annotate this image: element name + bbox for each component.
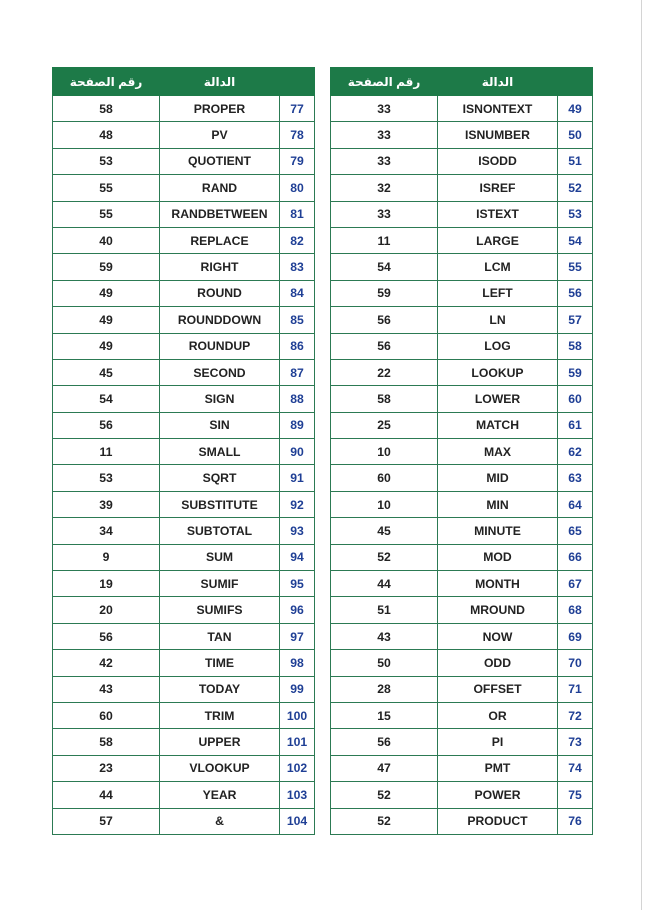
table-row <box>331 307 593 333</box>
cell-function-name: OFFSET <box>438 676 558 702</box>
cell-entry-number: 66 <box>558 544 593 570</box>
cell-function-name: ROUNDUP <box>160 333 280 359</box>
cell-function-name: YEAR <box>160 782 280 808</box>
cell-function-name: LN <box>438 307 558 333</box>
table-row <box>331 650 593 676</box>
cell-page-number: 40 <box>53 227 160 253</box>
table-row <box>53 122 315 148</box>
cell-page-number: 60 <box>331 465 438 491</box>
cell-page-number: 56 <box>53 412 160 438</box>
cell-page-number: 25 <box>331 412 438 438</box>
table-row <box>53 676 315 702</box>
cell-function-name: QUOTIENT <box>160 148 280 174</box>
table-row <box>331 491 593 517</box>
cell-entry-number: 88 <box>280 386 315 412</box>
cell-entry-number: 57 <box>558 307 593 333</box>
cell-entry-number: 80 <box>280 175 315 201</box>
table-row <box>53 439 315 465</box>
table-row <box>331 201 593 227</box>
table-row <box>53 650 315 676</box>
table-row <box>331 623 593 649</box>
cell-function-name: OR <box>438 702 558 728</box>
cell-entry-number: 95 <box>280 571 315 597</box>
cell-function-name: SUBTOTAL <box>160 518 280 544</box>
cell-entry-number: 55 <box>558 254 593 280</box>
cell-function-name: PV <box>160 122 280 148</box>
table-row <box>331 175 593 201</box>
cell-function-name: & <box>160 808 280 834</box>
cell-page-number: 33 <box>331 96 438 122</box>
cell-entry-number: 89 <box>280 412 315 438</box>
cell-entry-number: 65 <box>558 518 593 544</box>
cell-page-number: 55 <box>53 175 160 201</box>
table-row <box>331 544 593 570</box>
header-page-number: رقم الصفحة <box>331 68 438 96</box>
page-edge-line <box>641 0 642 910</box>
cell-function-name: ODD <box>438 650 558 676</box>
cell-function-name: MATCH <box>438 412 558 438</box>
cell-function-name: MIN <box>438 491 558 517</box>
cell-entry-number: 87 <box>280 359 315 385</box>
cell-entry-number: 63 <box>558 465 593 491</box>
cell-function-name: RAND <box>160 175 280 201</box>
cell-function-name: TRIM <box>160 702 280 728</box>
cell-entry-number: 76 <box>558 808 593 834</box>
table-row <box>53 175 315 201</box>
cell-function-name: ISNONTEXT <box>438 96 558 122</box>
cell-page-number: 50 <box>331 650 438 676</box>
table-row <box>53 465 315 491</box>
table-row <box>53 254 315 280</box>
table-row <box>331 702 593 728</box>
cell-page-number: 53 <box>53 465 160 491</box>
cell-function-name: PMT <box>438 755 558 781</box>
table-row <box>331 782 593 808</box>
cell-page-number: 53 <box>53 148 160 174</box>
cell-page-number: 11 <box>53 439 160 465</box>
cell-function-name: PI <box>438 729 558 755</box>
cell-page-number: 47 <box>331 755 438 781</box>
table-row <box>53 729 315 755</box>
cell-page-number: 44 <box>53 782 160 808</box>
cell-page-number: 52 <box>331 808 438 834</box>
cell-entry-number: 92 <box>280 491 315 517</box>
cell-entry-number: 64 <box>558 491 593 517</box>
cell-function-name: ISTEXT <box>438 201 558 227</box>
cell-function-name: RIGHT <box>160 254 280 280</box>
cell-entry-number: 54 <box>558 227 593 253</box>
cell-page-number: 45 <box>331 518 438 544</box>
table-row <box>53 227 315 253</box>
table-row <box>53 412 315 438</box>
cell-entry-number: 96 <box>280 597 315 623</box>
header-number <box>280 68 315 96</box>
table-row <box>331 386 593 412</box>
table-row <box>53 808 315 834</box>
cell-entry-number: 90 <box>280 439 315 465</box>
cell-page-number: 59 <box>331 280 438 306</box>
cell-page-number: 59 <box>53 254 160 280</box>
cell-page-number: 15 <box>331 702 438 728</box>
cell-entry-number: 60 <box>558 386 593 412</box>
cell-function-name: TODAY <box>160 676 280 702</box>
cell-entry-number: 52 <box>558 175 593 201</box>
cell-page-number: 51 <box>331 597 438 623</box>
table-row <box>53 333 315 359</box>
table-row <box>53 755 315 781</box>
cell-function-name: LOWER <box>438 386 558 412</box>
table-row <box>331 96 593 122</box>
cell-function-name: MOD <box>438 544 558 570</box>
cell-function-name: MAX <box>438 439 558 465</box>
cell-page-number: 52 <box>331 782 438 808</box>
table-row <box>331 439 593 465</box>
cell-page-number: 32 <box>331 175 438 201</box>
cell-page-number: 60 <box>53 702 160 728</box>
cell-function-name: SECOND <box>160 359 280 385</box>
header-function: الدالة <box>438 68 558 96</box>
cell-entry-number: 71 <box>558 676 593 702</box>
table-row <box>331 412 593 438</box>
table-row <box>331 465 593 491</box>
cell-page-number: 42 <box>53 650 160 676</box>
table-row <box>331 333 593 359</box>
cell-function-name: LARGE <box>438 227 558 253</box>
cell-function-name: MID <box>438 465 558 491</box>
table-row <box>53 359 315 385</box>
cell-function-name: ISREF <box>438 175 558 201</box>
cell-page-number: 56 <box>331 307 438 333</box>
table-row <box>331 518 593 544</box>
cell-page-number: 58 <box>53 729 160 755</box>
cell-page-number: 56 <box>331 333 438 359</box>
cell-page-number: 43 <box>53 676 160 702</box>
cell-entry-number: 62 <box>558 439 593 465</box>
cell-page-number: 48 <box>53 122 160 148</box>
cell-function-name: TAN <box>160 623 280 649</box>
cell-function-name: REPLACE <box>160 227 280 253</box>
cell-page-number: 56 <box>331 729 438 755</box>
cell-entry-number: 82 <box>280 227 315 253</box>
cell-page-number: 54 <box>53 386 160 412</box>
cell-entry-number: 69 <box>558 623 593 649</box>
cell-entry-number: 102 <box>280 755 315 781</box>
cell-page-number: 57 <box>53 808 160 834</box>
table-row <box>331 122 593 148</box>
cell-page-number: 11 <box>331 227 438 253</box>
cell-function-name: SUM <box>160 544 280 570</box>
cell-page-number: 49 <box>53 280 160 306</box>
cell-page-number: 43 <box>331 623 438 649</box>
cell-page-number: 19 <box>53 571 160 597</box>
cell-function-name: MINUTE <box>438 518 558 544</box>
cell-function-name: LOOKUP <box>438 359 558 385</box>
cell-entry-number: 50 <box>558 122 593 148</box>
cell-entry-number: 49 <box>558 96 593 122</box>
cell-entry-number: 81 <box>280 201 315 227</box>
cell-function-name: SIN <box>160 412 280 438</box>
cell-entry-number: 51 <box>558 148 593 174</box>
table-row <box>331 808 593 834</box>
function-index-table-right <box>330 67 593 835</box>
cell-entry-number: 83 <box>280 254 315 280</box>
cell-page-number: 33 <box>331 201 438 227</box>
cell-function-name: PROPER <box>160 96 280 122</box>
table-header-row <box>331 68 593 96</box>
cell-page-number: 20 <box>53 597 160 623</box>
cell-entry-number: 75 <box>558 782 593 808</box>
cell-page-number: 54 <box>331 254 438 280</box>
cell-entry-number: 77 <box>280 96 315 122</box>
cell-entry-number: 68 <box>558 597 593 623</box>
cell-entry-number: 100 <box>280 702 315 728</box>
cell-entry-number: 85 <box>280 307 315 333</box>
header-page-number: رقم الصفحة <box>53 68 160 96</box>
function-index-table-left <box>52 67 315 835</box>
cell-function-name: PRODUCT <box>438 808 558 834</box>
table-row <box>331 359 593 385</box>
cell-function-name: RANDBETWEEN <box>160 201 280 227</box>
table-row <box>331 755 593 781</box>
table-row <box>53 518 315 544</box>
cell-page-number: 55 <box>53 201 160 227</box>
cell-entry-number: 103 <box>280 782 315 808</box>
cell-function-name: LCM <box>438 254 558 280</box>
cell-entry-number: 98 <box>280 650 315 676</box>
table-row <box>53 96 315 122</box>
cell-entry-number: 99 <box>280 676 315 702</box>
table-header-row <box>53 68 315 96</box>
cell-entry-number: 53 <box>558 201 593 227</box>
cell-page-number: 56 <box>53 623 160 649</box>
table-row <box>53 544 315 570</box>
cell-page-number: 22 <box>331 359 438 385</box>
cell-entry-number: 101 <box>280 729 315 755</box>
cell-entry-number: 93 <box>280 518 315 544</box>
table-row <box>53 571 315 597</box>
table-row <box>53 307 315 333</box>
cell-function-name: NOW <box>438 623 558 649</box>
cell-entry-number: 104 <box>280 808 315 834</box>
table-row <box>53 623 315 649</box>
cell-entry-number: 58 <box>558 333 593 359</box>
cell-entry-number: 86 <box>280 333 315 359</box>
cell-function-name: MROUND <box>438 597 558 623</box>
cell-function-name: UPPER <box>160 729 280 755</box>
cell-entry-number: 84 <box>280 280 315 306</box>
cell-page-number: 10 <box>331 491 438 517</box>
cell-function-name: LEFT <box>438 280 558 306</box>
cell-entry-number: 91 <box>280 465 315 491</box>
table-row <box>53 782 315 808</box>
table-row <box>331 148 593 174</box>
cell-entry-number: 94 <box>280 544 315 570</box>
header-number <box>558 68 593 96</box>
cell-page-number: 45 <box>53 359 160 385</box>
cell-entry-number: 59 <box>558 359 593 385</box>
cell-page-number: 49 <box>53 333 160 359</box>
cell-function-name: SUMIFS <box>160 597 280 623</box>
cell-function-name: SUBSTITUTE <box>160 491 280 517</box>
table-row <box>331 280 593 306</box>
cell-function-name: SMALL <box>160 439 280 465</box>
cell-page-number: 44 <box>331 571 438 597</box>
cell-entry-number: 73 <box>558 729 593 755</box>
cell-function-name: SUMIF <box>160 571 280 597</box>
cell-function-name: LOG <box>438 333 558 359</box>
table-row <box>331 676 593 702</box>
cell-page-number: 39 <box>53 491 160 517</box>
table-row <box>53 201 315 227</box>
cell-page-number: 58 <box>53 96 160 122</box>
table-row <box>53 280 315 306</box>
table-row <box>53 148 315 174</box>
cell-function-name: ROUND <box>160 280 280 306</box>
cell-function-name: POWER <box>438 782 558 808</box>
table-row <box>331 729 593 755</box>
cell-entry-number: 72 <box>558 702 593 728</box>
table-row <box>53 702 315 728</box>
cell-page-number: 33 <box>331 122 438 148</box>
cell-function-name: MONTH <box>438 571 558 597</box>
table-row <box>331 571 593 597</box>
cell-entry-number: 61 <box>558 412 593 438</box>
cell-function-name: SIGN <box>160 386 280 412</box>
cell-page-number: 52 <box>331 544 438 570</box>
header-function: الدالة <box>160 68 280 96</box>
cell-page-number: 33 <box>331 148 438 174</box>
cell-entry-number: 97 <box>280 623 315 649</box>
cell-function-name: SQRT <box>160 465 280 491</box>
cell-page-number: 58 <box>331 386 438 412</box>
table-row <box>331 597 593 623</box>
cell-function-name: TIME <box>160 650 280 676</box>
cell-entry-number: 70 <box>558 650 593 676</box>
cell-page-number: 9 <box>53 544 160 570</box>
cell-page-number: 49 <box>53 307 160 333</box>
cell-page-number: 34 <box>53 518 160 544</box>
cell-entry-number: 79 <box>280 148 315 174</box>
cell-function-name: ISNUMBER <box>438 122 558 148</box>
cell-entry-number: 67 <box>558 571 593 597</box>
table-row <box>331 227 593 253</box>
cell-entry-number: 74 <box>558 755 593 781</box>
cell-function-name: ISODD <box>438 148 558 174</box>
table-row <box>53 386 315 412</box>
table-row <box>53 597 315 623</box>
cell-page-number: 10 <box>331 439 438 465</box>
table-row <box>331 254 593 280</box>
table-row <box>53 491 315 517</box>
cell-function-name: ROUNDDOWN <box>160 307 280 333</box>
cell-entry-number: 78 <box>280 122 315 148</box>
cell-function-name: VLOOKUP <box>160 755 280 781</box>
cell-page-number: 23 <box>53 755 160 781</box>
cell-page-number: 28 <box>331 676 438 702</box>
cell-entry-number: 56 <box>558 280 593 306</box>
